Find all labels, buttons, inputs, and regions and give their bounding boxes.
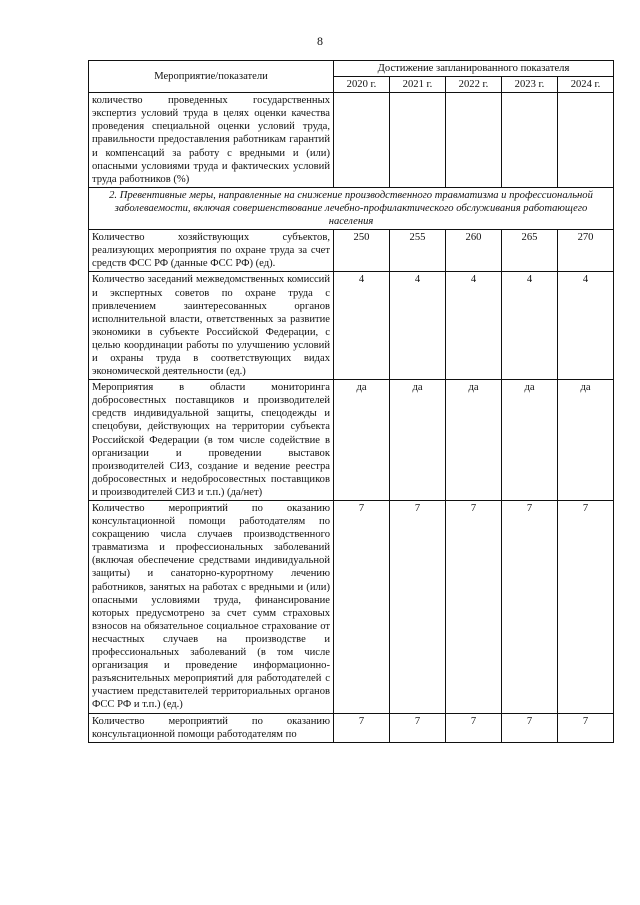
indicator-value: да	[334, 380, 390, 501]
column-header-year: 2023 г.	[502, 77, 558, 93]
indicator-value	[334, 93, 390, 188]
column-header-year: 2021 г.	[390, 77, 446, 93]
indicator-value: 4	[390, 272, 446, 380]
indicator-value	[558, 93, 614, 188]
indicator-value	[446, 93, 502, 188]
table-row	[89, 713, 614, 742]
indicator-value: 7	[558, 713, 614, 742]
indicator-description: Количество мероприятий по оказанию консультационной помощи работодателям по	[89, 713, 334, 742]
indicator-value: 7	[502, 713, 558, 742]
section-row	[89, 187, 614, 229]
indicator-value: 265	[502, 230, 558, 272]
indicator-value: 4	[334, 272, 390, 380]
table-header-row	[89, 61, 614, 77]
indicator-value: да	[446, 380, 502, 501]
column-header-group: Достижение запланированного показателя	[334, 61, 614, 77]
indicator-value: да	[502, 380, 558, 501]
indicator-value: 255	[390, 230, 446, 272]
indicator-value: 260	[446, 230, 502, 272]
column-header-year: 2022 г.	[446, 77, 502, 93]
indicator-value: 7	[446, 501, 502, 714]
indicator-value: 4	[446, 272, 502, 380]
indicator-value: 7	[390, 713, 446, 742]
indicator-description: Мероприятия в области мониторинга добросовестных поставщиков и производителей средств индивидуальной защиты, спецодежды и спецобуви, действующих на территории субъекта Российской Федерации (в том числе содействие в организации и проведении выставок производителей СИЗ, создание и ведение реестра добросовестных и недобросовестных поставщиков и производителей СИЗ и т.п.) (да/нет)	[89, 380, 334, 501]
indicator-description: Количество мероприятий по оказанию консультационной помощи работодателям по сокращению числа случаев производственного травматизма и профессиональных заболеваний (включая обеспечение средствами индивидуальной защиты) и санаторно-курортному лечению работников, занятых на работах с вредными и (или) опасными условиями труда, финансирование которых предусмотрено за счет сумм страховых взносов на обязательное социальное страхование от несчастных случаев на производстве и профессиональных заболеваний (в том числе организация и проведение информационно-разъяснительных мероприятий для работодателей с участием представителей территориальных органов ФСС РФ и т.п.) (ед.)	[89, 501, 334, 714]
indicator-value: 7	[334, 501, 390, 714]
indicator-value: 7	[334, 713, 390, 742]
column-header-year: 2024 г.	[558, 77, 614, 93]
indicator-value: 4	[558, 272, 614, 380]
column-header-year: 2020 г.	[334, 77, 390, 93]
table-row	[89, 93, 614, 188]
indicator-value: да	[558, 380, 614, 501]
indicator-value: 4	[502, 272, 558, 380]
indicator-description: количество проведенных государственных экспертиз условий труда в целях оценки качества проведения специальной оценки условий труда, правильности предоставления работникам гарантий и компенсаций за работу с вредными и (или) опасными условиями труда и фактических условий труда работников (%)	[89, 93, 334, 188]
indicator-value: 7	[558, 501, 614, 714]
indicator-value: 7	[502, 501, 558, 714]
indicator-value	[502, 93, 558, 188]
table-row	[89, 230, 614, 272]
indicator-value: 270	[558, 230, 614, 272]
indicators-table	[88, 60, 614, 743]
section-title: 2. Превентивные меры, направленные на снижение производственного травматизма и профессиональной заболеваемости, включая совершенствование лечебно-профилактического обслуживания работающего населения	[89, 187, 614, 229]
indicator-value: 7	[446, 713, 502, 742]
table-row	[89, 272, 614, 380]
indicator-value: 250	[334, 230, 390, 272]
table-row	[89, 380, 614, 501]
table-row	[89, 501, 614, 714]
page-number: 8	[317, 34, 323, 48]
indicator-value: да	[390, 380, 446, 501]
indicator-description: Количество заседаний межведомственных комиссий и экспертных советов по охране труда с привлечением заинтересованных органов исполнительной власти, ответственных за развитие экономики в субъекте Российской Федерации, с целью координации работы по улучшению условий и охраны труда в соответствующих видах экономической деятельности (ед.)	[89, 272, 334, 380]
column-header-name: Мероприятие/показатели	[89, 61, 334, 93]
indicator-description: Количество хозяйствующих субъектов, реализующих мероприятия по охране труда за счет средств ФСС РФ (данные ФСС РФ) (ед).	[89, 230, 334, 272]
indicator-value: 7	[390, 501, 446, 714]
indicator-value	[390, 93, 446, 188]
